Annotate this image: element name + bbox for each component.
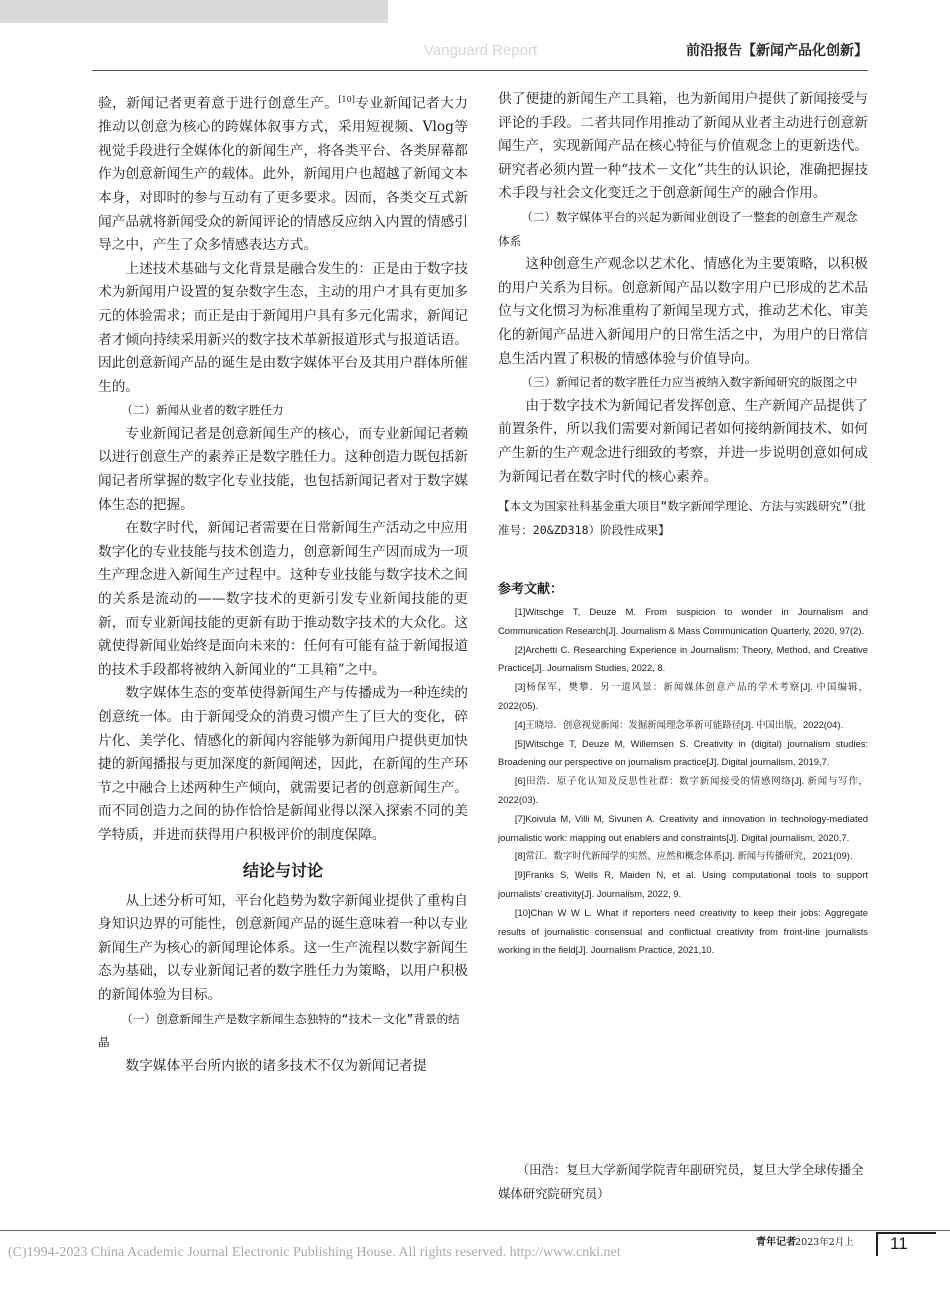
- paragraph: 数字媒体平台所内嵌的诸多技术不仅为新闻记者提: [125, 1057, 427, 1074]
- reference-item: [3]杨保军，樊攀．另一道风景：新闻媒体创意产品的学术考察[J]. 中国编辑，2022(05).: [498, 681, 868, 712]
- reference-item: [4]王晓培．创意视觉新闻：发掘新闻理念革新可能路径[J]. 中国出版，2022(04).: [514, 718, 844, 730]
- copyright-notice: (C)1994-2023 China Academic Journal Electronic Publishing House. All rights reserved. http://www.cnki.net: [8, 1245, 621, 1260]
- paragraph: 这种创意生产观念以艺术化、情感化为主要策略，以积极的用户关系为目标。创意新闻产品以数字用户已形成的艺术品位与文化惯习为标准重构了新闻呈现方式，推动艺术化、审美化的新闻产品进入新闻用户的日常生活之中，为用户的日常信息生活内置了积极的情感体验与价值导向。: [498, 256, 868, 367]
- reference-item: [8]常江．数字时代新闻学的实然、应然和概念体系[J]. 新闻与传播研究，2021(09).: [514, 850, 853, 862]
- reference-item: [6]田浩．原子化认知及反思性社群：数字新闻接受的情感网络[J]. 新闻与写作，2022(03).: [498, 775, 868, 806]
- funding-note: 【本文为国家社科基金重大项目“数字新闻学理论、方法与实践研究”（批准号：20&ZD318）阶段性成果】: [498, 499, 866, 538]
- paragraph: 专业新闻记者是创意新闻生产的核心，而专业新闻记者赖以进行创意生产的素养正是数字胜任力。这种创造力既包括新闻记者所掌握的数字化专业技能，也包括新闻记者对于数字媒体生态的把握。: [98, 425, 468, 513]
- subheading: （二）新闻从业者的数字胜任力: [121, 403, 284, 418]
- issue-date: ·2023年2月上: [792, 1237, 854, 1248]
- section-title: 结论与讨论: [242, 860, 323, 880]
- paragraph: 供了便捷的新闻生产工具箱，也为新闻用户提供了新闻接受与评论的手段。二者共同作用推动了新闻从业者主动进行创意新闻生产，实现新闻产品在核心特征与价值观念上的更新迭代。研究者必须内置一种“技术－文化”共生的认识论，准确把握技术手段与社会文化变迁之于创意新闻生产的融合作用。: [498, 91, 868, 202]
- right-column: [498, 88, 868, 960]
- reference-item: [9]Franks S, Wells R, Maiden N, et al. Using computational tools to support journalists' creativity[J]. Journalism, 2022, 9.: [498, 869, 868, 900]
- page-number: 11: [890, 1234, 908, 1253]
- citation-marker: [10]: [338, 95, 355, 104]
- paragraph: 验，新闻记者更着意于进行创意生产。[10]专业新闻记者大力推动以创意为核心的跨媒体叙事方式，采用短视频、Vlog等视觉手段进行全媒体化的新闻生产，将各类平台、各类屏幕都作为创意新闻生产的载体。此外，新闻用户也超越了新闻文本本身，对即时的参与互动有了更多要求。因而，各类交互式新闻产品就将新闻受众的新闻评论的情感反应纳入内置的情感引导之中，产生了众多情感表达方式。: [98, 95, 468, 254]
- reference-item: [2]Archetti C. Researching Experience in Journalism: Theory, Method, and Creative Practice[J]. Journalism Studies, 2022, 8.: [498, 643, 868, 674]
- references-title: 参考文献：: [498, 582, 564, 598]
- header-rule: [92, 70, 868, 71]
- subheading: （三）新闻记者的数字胜任力应当被纳入数字新闻研究的版图之中: [521, 375, 858, 390]
- paragraph: 从上述分析可知，平台化趋势为数字新闻业提供了重构自身知识边界的可能性，创意新闻产品的诞生意味着一种以专业新闻生产为核心的新闻理论体系。这一生产流程以数字新闻生态为基础，以专业新闻记者的数字胜任力为策略，以用户积极的新闻体验为目标。: [98, 892, 468, 1003]
- footer-rule: [0, 1230, 950, 1231]
- reference-item: [10]Chan W W L. What if reporters need creativity to keep their jobs: Aggregate results of journalistic consensual and conflictual creativity from front-line journalists working in the field[J]. Journalism Practice, 2021,10.: [498, 906, 868, 956]
- reference-item: [5]Witschge T, Deuze M, Willemsen S. Creativity in (digital) journalism studies: Broadening our perspective on journalism practice[J]. Digital journalism, 2019,7.: [498, 737, 868, 768]
- header-watermark: Vanguard Report: [424, 42, 538, 59]
- left-column: [98, 88, 468, 1078]
- paragraph: 在数字时代，新闻记者需要在日常新闻生产活动之中应用数字化的专业技能与技术创造力，创意新闻生产因而成为一项生产理念进入新闻生产过程中。这种专业技能与数字技术之间的关系是流动的——数字技术的更新引发专业新闻技能的更新，而专业新闻技能的更新有助于推动数字技术的大众化。这就使得新闻业始终是面向未来的：任何有可能有益于新闻报道的技术手段都将被纳入新闻业的“工具箱”之中。: [98, 520, 468, 678]
- top-gray-bar: [0, 0, 388, 23]
- author-bio: （田浩：复旦大学新闻学院青年副研究员，复旦大学全球传播全媒体研究院研究员）: [498, 1162, 864, 1201]
- reference-item: [7]Koivula M, Villi M, Sivunen A. Creativity and innovation in technology-mediated journalistic work: mapping out enablers and constraints[J]. Digital journalism, 2020,7.: [498, 812, 868, 843]
- magazine-name: 青年记者: [756, 1237, 796, 1248]
- paragraph: 数字媒体生态的变革使得新闻生产与传播成为一种连续的创意统一体。由于新闻受众的消费习惯产生了巨大的变化，碎片化、美学化、情感化的新闻内容能够为新闻用户提供更加快捷的新闻播报与更加深度的新闻阐述，因此，在新闻的生产环节之中融合上述两种生产倾向，就需要记者的创意新闻生产。而不同创造力之间的协作恰恰是新闻业得以深入探索不同的美学特质，并进而获得用户积极评价的制度保障。: [98, 685, 468, 843]
- subheading: （一）创意新闻生产是数字新闻生态独特的“技术－文化”背景的结晶: [98, 1011, 460, 1050]
- section-header: 前沿报告【新闻产品化创新】: [686, 43, 868, 59]
- paragraph: 由于数字技术为新闻记者发挥创意、生产新闻产品提供了前置条件，所以我们需要对新闻记者如何接纳新闻技术、如何产生新的生产观念进行细致的考察，并进一步说明创意如何成为新闻记者在数字时代的核心素养。: [498, 397, 868, 485]
- paragraph: 上述技术基础与文化背景是融合发生的：正是由于数字技术为新闻用户设置的复杂数字生态，主动的用户才具有更加多元的体验需求；而正是由于新闻用户具有多元化需求，新闻记者才倾向持续采用新兴的数字技术革新报道形式与报道话语。因此创意新闻产品的诞生是由数字媒体平台及其用户群体所催生的。: [98, 260, 468, 395]
- subheading: （二）数字媒体平台的兴起为新闻业创设了一整套的创意生产观念体系: [498, 209, 858, 248]
- reference-item: [1]Witschge T, Deuze M. From suspicion to wonder in Journalism and Communication Research[J]. Journalism & Mass Communication Quarterly, 2020, 97(2).: [498, 606, 868, 636]
